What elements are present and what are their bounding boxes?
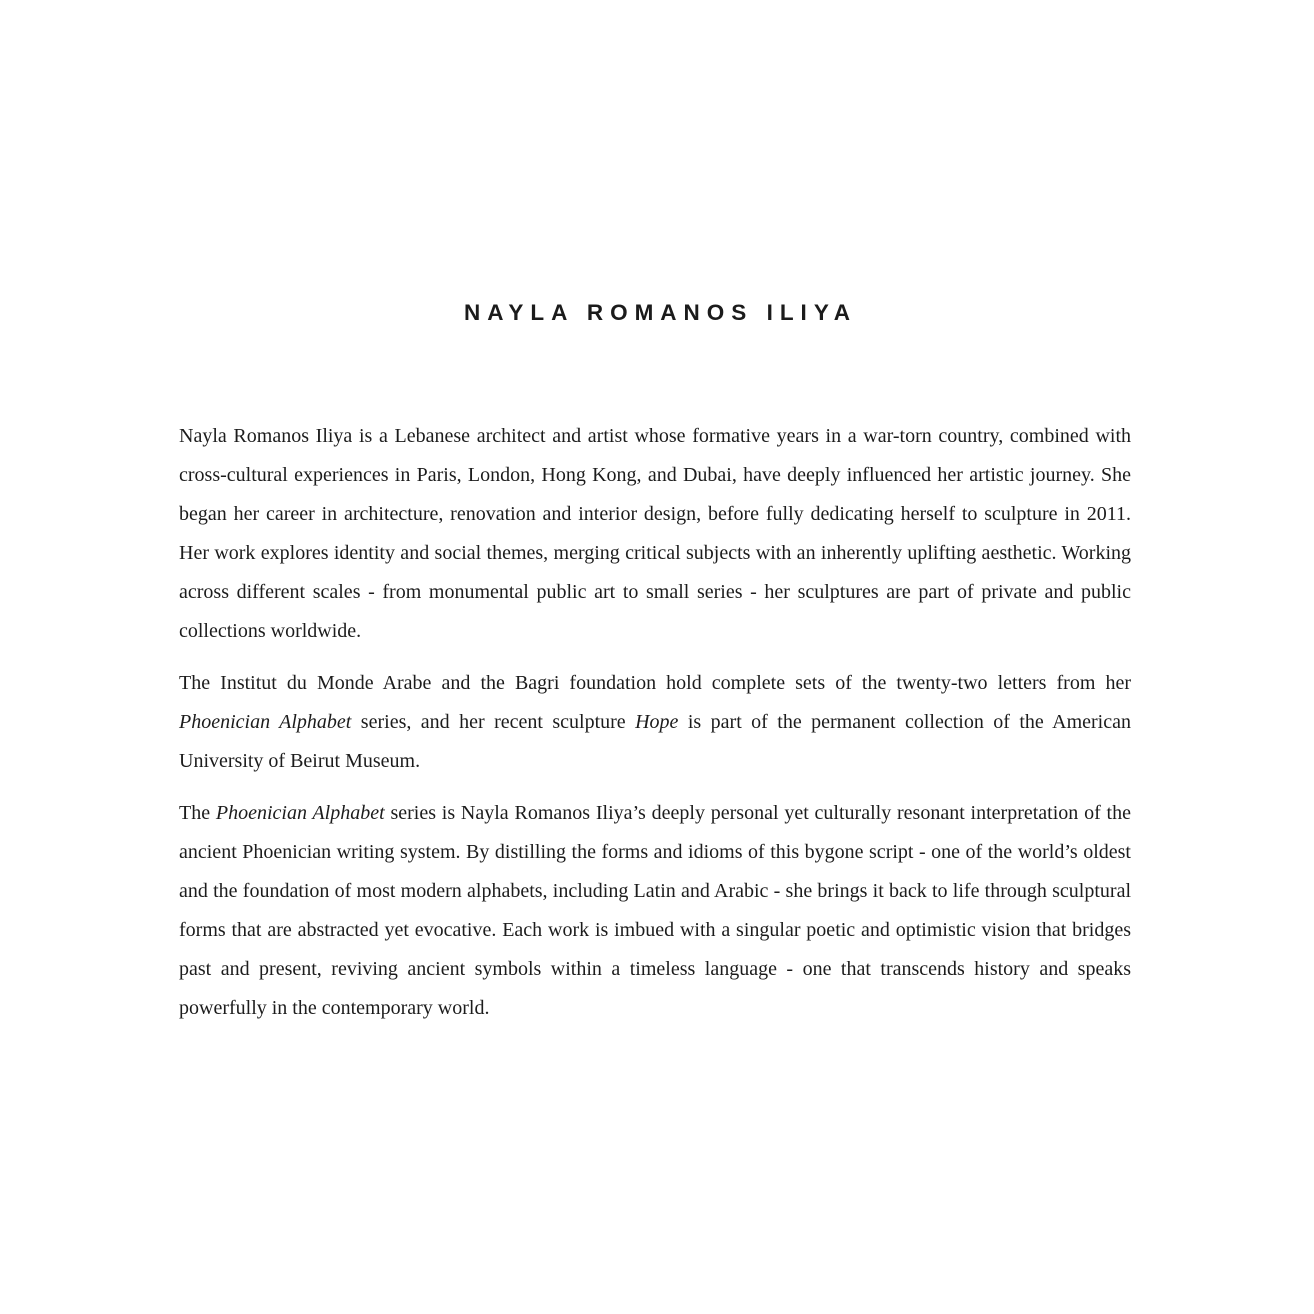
bio-paragraph (179, 794, 1131, 1028)
text-run: is part of the permanent collection of the American University of Beirut Museum. (179, 711, 1131, 772)
text-run: The (179, 802, 216, 824)
italic-text-run: Phoenician Alphabet (179, 711, 352, 733)
text-run: series, and her recent sculpture (351, 711, 636, 733)
text-run: The Institut du Monde Arabe and the Bagri foundation hold complete sets of the twenty-two letters from her (179, 672, 1131, 694)
italic-text-run: Hope (635, 711, 679, 733)
text-run: Nayla Romanos Iliya is a Lebanese architect and artist whose formative years in a war-torn country, combined with cross-cultural experiences in Paris, London, Hong Kong, and Dubai, have deeply influenced her artistic journey. She began her career in architecture, renovation and interior design, before fully dedicating herself to sculpture in 2011. Her work explores identity and social themes, merging critical subjects with an inherently uplifting aesthetic. Working across different scales - from monumental public art to small series - her sculptures are part of private and public collections worldwide. (179, 425, 1131, 642)
bio-paragraph (179, 664, 1131, 781)
bio-paragraph (179, 417, 1131, 651)
bio-text-block (179, 417, 1131, 1028)
italic-text-run: Phoenician Alphabet (215, 802, 385, 824)
text-run: series is Nayla Romanos Iliya’s deeply personal yet culturally resonant interpretation of the ancient Phoenician writing system. By distilling the forms and idioms of this bygone script - one of the world’s oldest and the foundation of most modern alphabets, including Latin and Arabic - she brings it back to life through sculptural forms that are abstracted yet evocative. Each work is imbued with a singular poetic and optimistic vision that bridges past and present, reviving ancient symbols within a timeless language - one that transcends history and speaks powerfully in the contemporary world. (179, 802, 1131, 1019)
page-title: NAYLA ROMANOS ILIYA (463, 300, 858, 325)
